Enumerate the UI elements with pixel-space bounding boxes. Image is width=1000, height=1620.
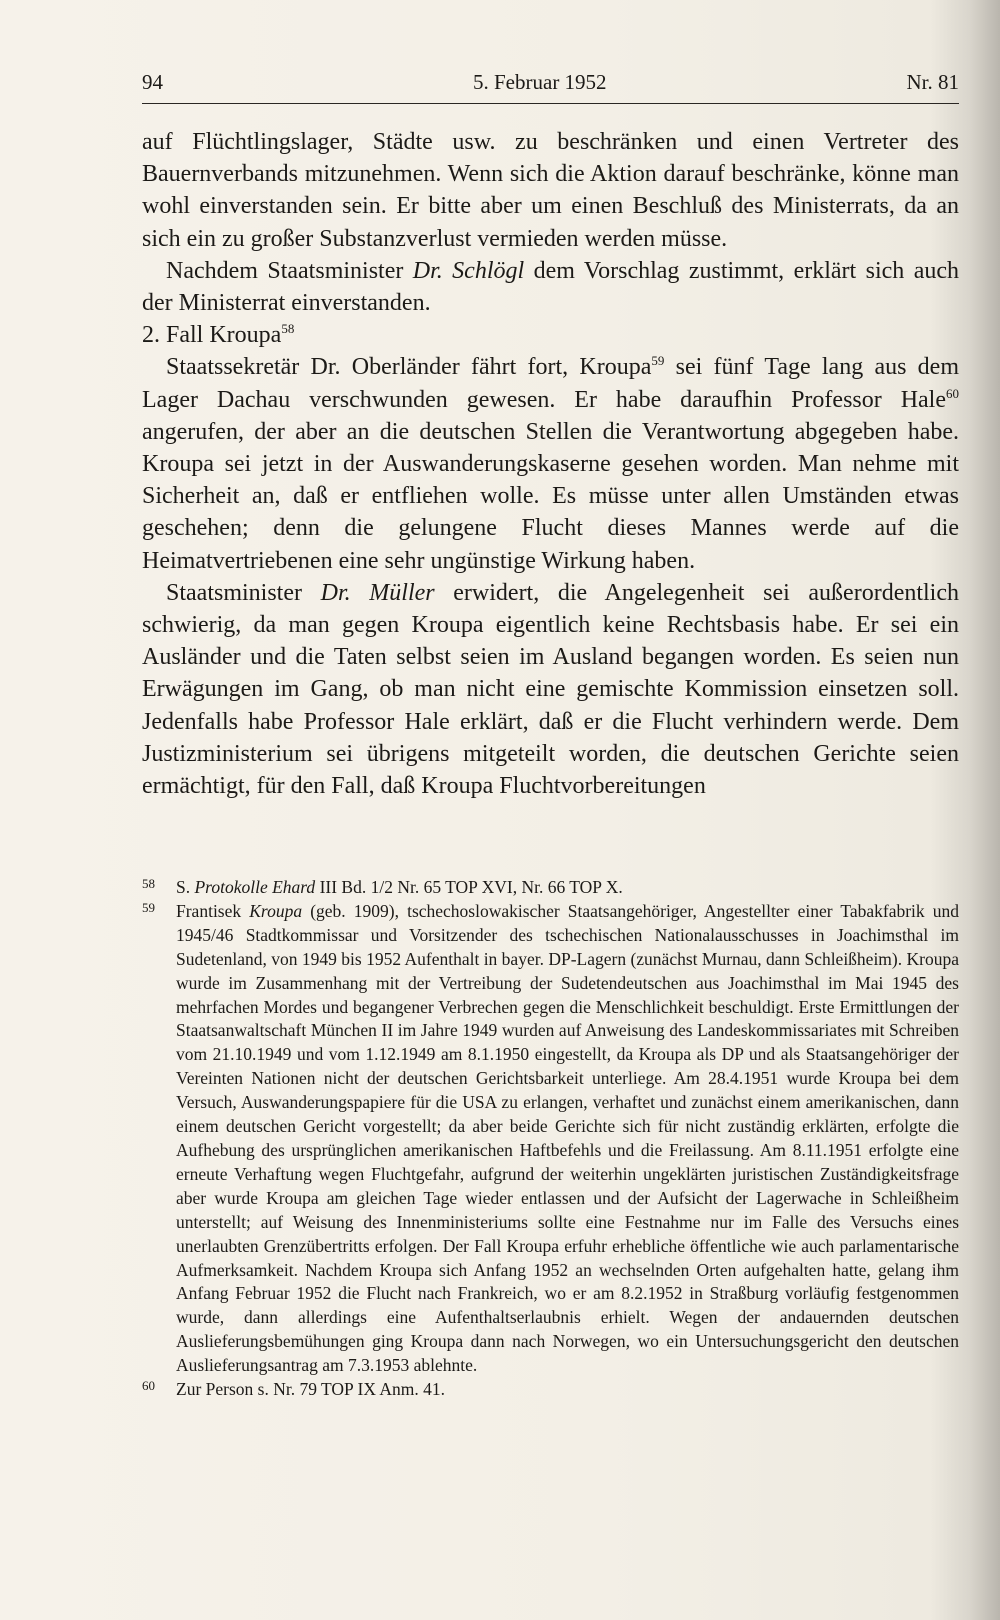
paragraph bbox=[142, 577, 959, 802]
footnote-text-part: III Bd. 1/2 Nr. 65 TOP XVI, Nr. 66 TOP X. bbox=[315, 877, 623, 897]
footnote-ref[interactable]: 58 bbox=[281, 321, 295, 337]
footnote-number: 58 bbox=[142, 876, 155, 891]
footnote-text-part: (geb. 1909), tschechoslowakischer Staatsangehöriger, Angestellter einer Tabakfabrik und 1945/46 Stadtkommissar und Vorsitzender des tschechischen Nationalausschusses in Joachimsthal im Sudetenland, von 1949 bis 1952 Aufenthalt in bayer. DP-Lagern (zunächst Murnau, dann Schleißheim). Kroupa wurde im Zusammenhang mit der Vertreibung der Sudetendeutschen aus Joachimsthal im Mai 1945 des mehrfachen Mordes und begangener Verbrechen gegen die Menschlichkeit beschuldigt. Erste Ermittlungen der Staatsanwaltschaft München II im Jahre 1949 wurden auf Anweisung des Landeskommissariates mit Schreiben vom 21.10.1949 und vom 1.12.1949 am 8.1.1950 eingestellt, da Kroupa als DP und als Staatsangehöriger der Vereinten Nationen nicht der deutschen Gerichtsbarkeit unterliege. Am 28.4.1951 wurde Kroupa bei dem Versuch, Auswanderungspapiere für die USA zu erlangen, verhaftet und zunächst einem amerikanischen, dann einem deutschen Gericht vorgestellt; da aber beide Gerichte sich für nicht zuständig erklärten, erfolgte die Aufhebung des ursprünglichen amerikanischen Haftbefehls und die Freilassung. Am 8.11.1951 erfolgte eine erneute Verhaftung wegen Fluchtgefahr, aufgrund der weiterhin ungeklärten juristischen Zuständigkeitsfrage aber wurde Kroupa am gleichen Tage wieder entlassen und der Aufsicht der Lagerwache in Schleißheim unterstellt; auf Weisung des Innenministeriums sollte eine Festnahme nur im Falle des Versuchs eines unerlaubten Grenzübertritts erfolgen. Der Fall Kroupa erfuhr erhebliche öffentliche wie auch parlamentarische Aufmerksamkeit. Nachdem Kroupa sich Anfang 1952 an wechselnden Orten aufgehalten hatte, gelang ihm Anfang Februar 1952 die Flucht nach Frankreich, wo er am 8.2.1952 in Straßburg vorläufig festgenommen wurde, dann allerdings eine Aufenthaltserlaubnis erhielt. Wegen der andauernden deutschen Auslieferungsbemühungen ging Kroupa dann nach Norwegen, wo ein Untersuchungsgericht den deutschen Auslieferungsantrag am 7.3.1953 ablehnte. bbox=[176, 900, 960, 1376]
footnote-60 bbox=[142, 1378, 959, 1402]
footnote-number: 59 bbox=[142, 899, 155, 915]
footnote-text bbox=[176, 876, 959, 900]
paragraph-text: Staatssekretär Dr. Oberländer fährt fort, Kroupa bbox=[166, 354, 652, 381]
footnotes bbox=[142, 876, 959, 1402]
section-heading-text: 2. Fall Kroupa bbox=[142, 322, 282, 349]
paragraph bbox=[142, 126, 959, 255]
footnote-number: 60 bbox=[142, 1378, 155, 1394]
page-number: 94 bbox=[142, 70, 163, 94]
paragraph-text: Staatsminister bbox=[166, 579, 321, 606]
footnote-58 bbox=[142, 876, 959, 900]
main-text bbox=[142, 126, 959, 802]
paragraph bbox=[142, 351, 959, 576]
header-date: 5. Februar 1952 bbox=[473, 70, 607, 94]
person-name: Dr. Schlögl bbox=[412, 257, 525, 284]
paragraph-text: dem Vorschlag zustimmt, erklärt sich auch der Ministerrat einverstanden. bbox=[142, 257, 959, 317]
paragraph-text: auf Flüchtlingslager, Städte usw. zu beschränken und einen Vertreter des Bauernverbands mitzunehmen. Wenn sich die Aktion darauf beschränke, könne man wohl einverstanden sein. Er bitte aber um einen Beschluß des Ministerrats, da an sich ein zu großer Substanzverlust vermieden werden müsse. bbox=[142, 129, 959, 252]
citation-title: Protokolle Ehard bbox=[194, 877, 316, 897]
footnote-59 bbox=[142, 900, 959, 1378]
paragraph bbox=[142, 255, 959, 319]
footnote-text: Zur Person s. Nr. 79 TOP IX Anm. 41. bbox=[176, 1379, 445, 1400]
section-heading bbox=[142, 319, 959, 351]
running-header bbox=[142, 70, 959, 100]
footnote-text-part: Frantisek bbox=[176, 900, 250, 921]
footnote-text bbox=[176, 900, 959, 1378]
document-number: Nr. 81 bbox=[906, 70, 959, 94]
person-name: Dr. Müller bbox=[320, 579, 435, 606]
footnote-text-part: S. bbox=[176, 877, 195, 897]
paragraph-text: Nachdem Staatsminister bbox=[166, 257, 413, 284]
paragraph-text: sei fünf Tage lang aus dem Lager Dachau verschwunden gewesen. Er habe daraufhin Professor Hale bbox=[142, 354, 959, 413]
header-rule bbox=[142, 103, 959, 104]
person-name: Kroupa bbox=[249, 900, 303, 921]
footnote-ref[interactable]: 60 bbox=[946, 385, 959, 401]
paragraph-text: angerufen, der aber an die deutschen Stellen die Verantwortung abgegeben habe. Kroupa sei jetzt in der Auswanderungskaserne gesehen worden. Man nehme mit Sicherheit an, daß er entfliehen wolle. Es müsse unter allen Umständen etwas geschehen; denn die gelungene Flucht dieses Mannes werde auf die Heimatvertriebenen eine sehr ungünstige Wirkung haben. bbox=[142, 418, 959, 574]
footnote-ref[interactable]: 59 bbox=[651, 353, 665, 369]
paragraph-text: erwidert, die Angelegenheit sei außerordentlich schwierig, da man gegen Kroupa eigentlich keine Rechtsbasis habe. Er sei ein Ausländer und die Taten selbst seien im Ausland begangen worden. Es seien nun Erwägungen im Gang, ob man nicht eine gemischte Kommission einsetzen soll. Jedenfalls habe Professor Hale erklärt, daß er die Flucht verhindern werde. Dem Justizministerium sei übrigens mitgeteilt worden, die deutschen Gerichte seien ermächtigt, für den Fall, daß Kroupa Fluchtvorbereitungen bbox=[142, 579, 960, 800]
